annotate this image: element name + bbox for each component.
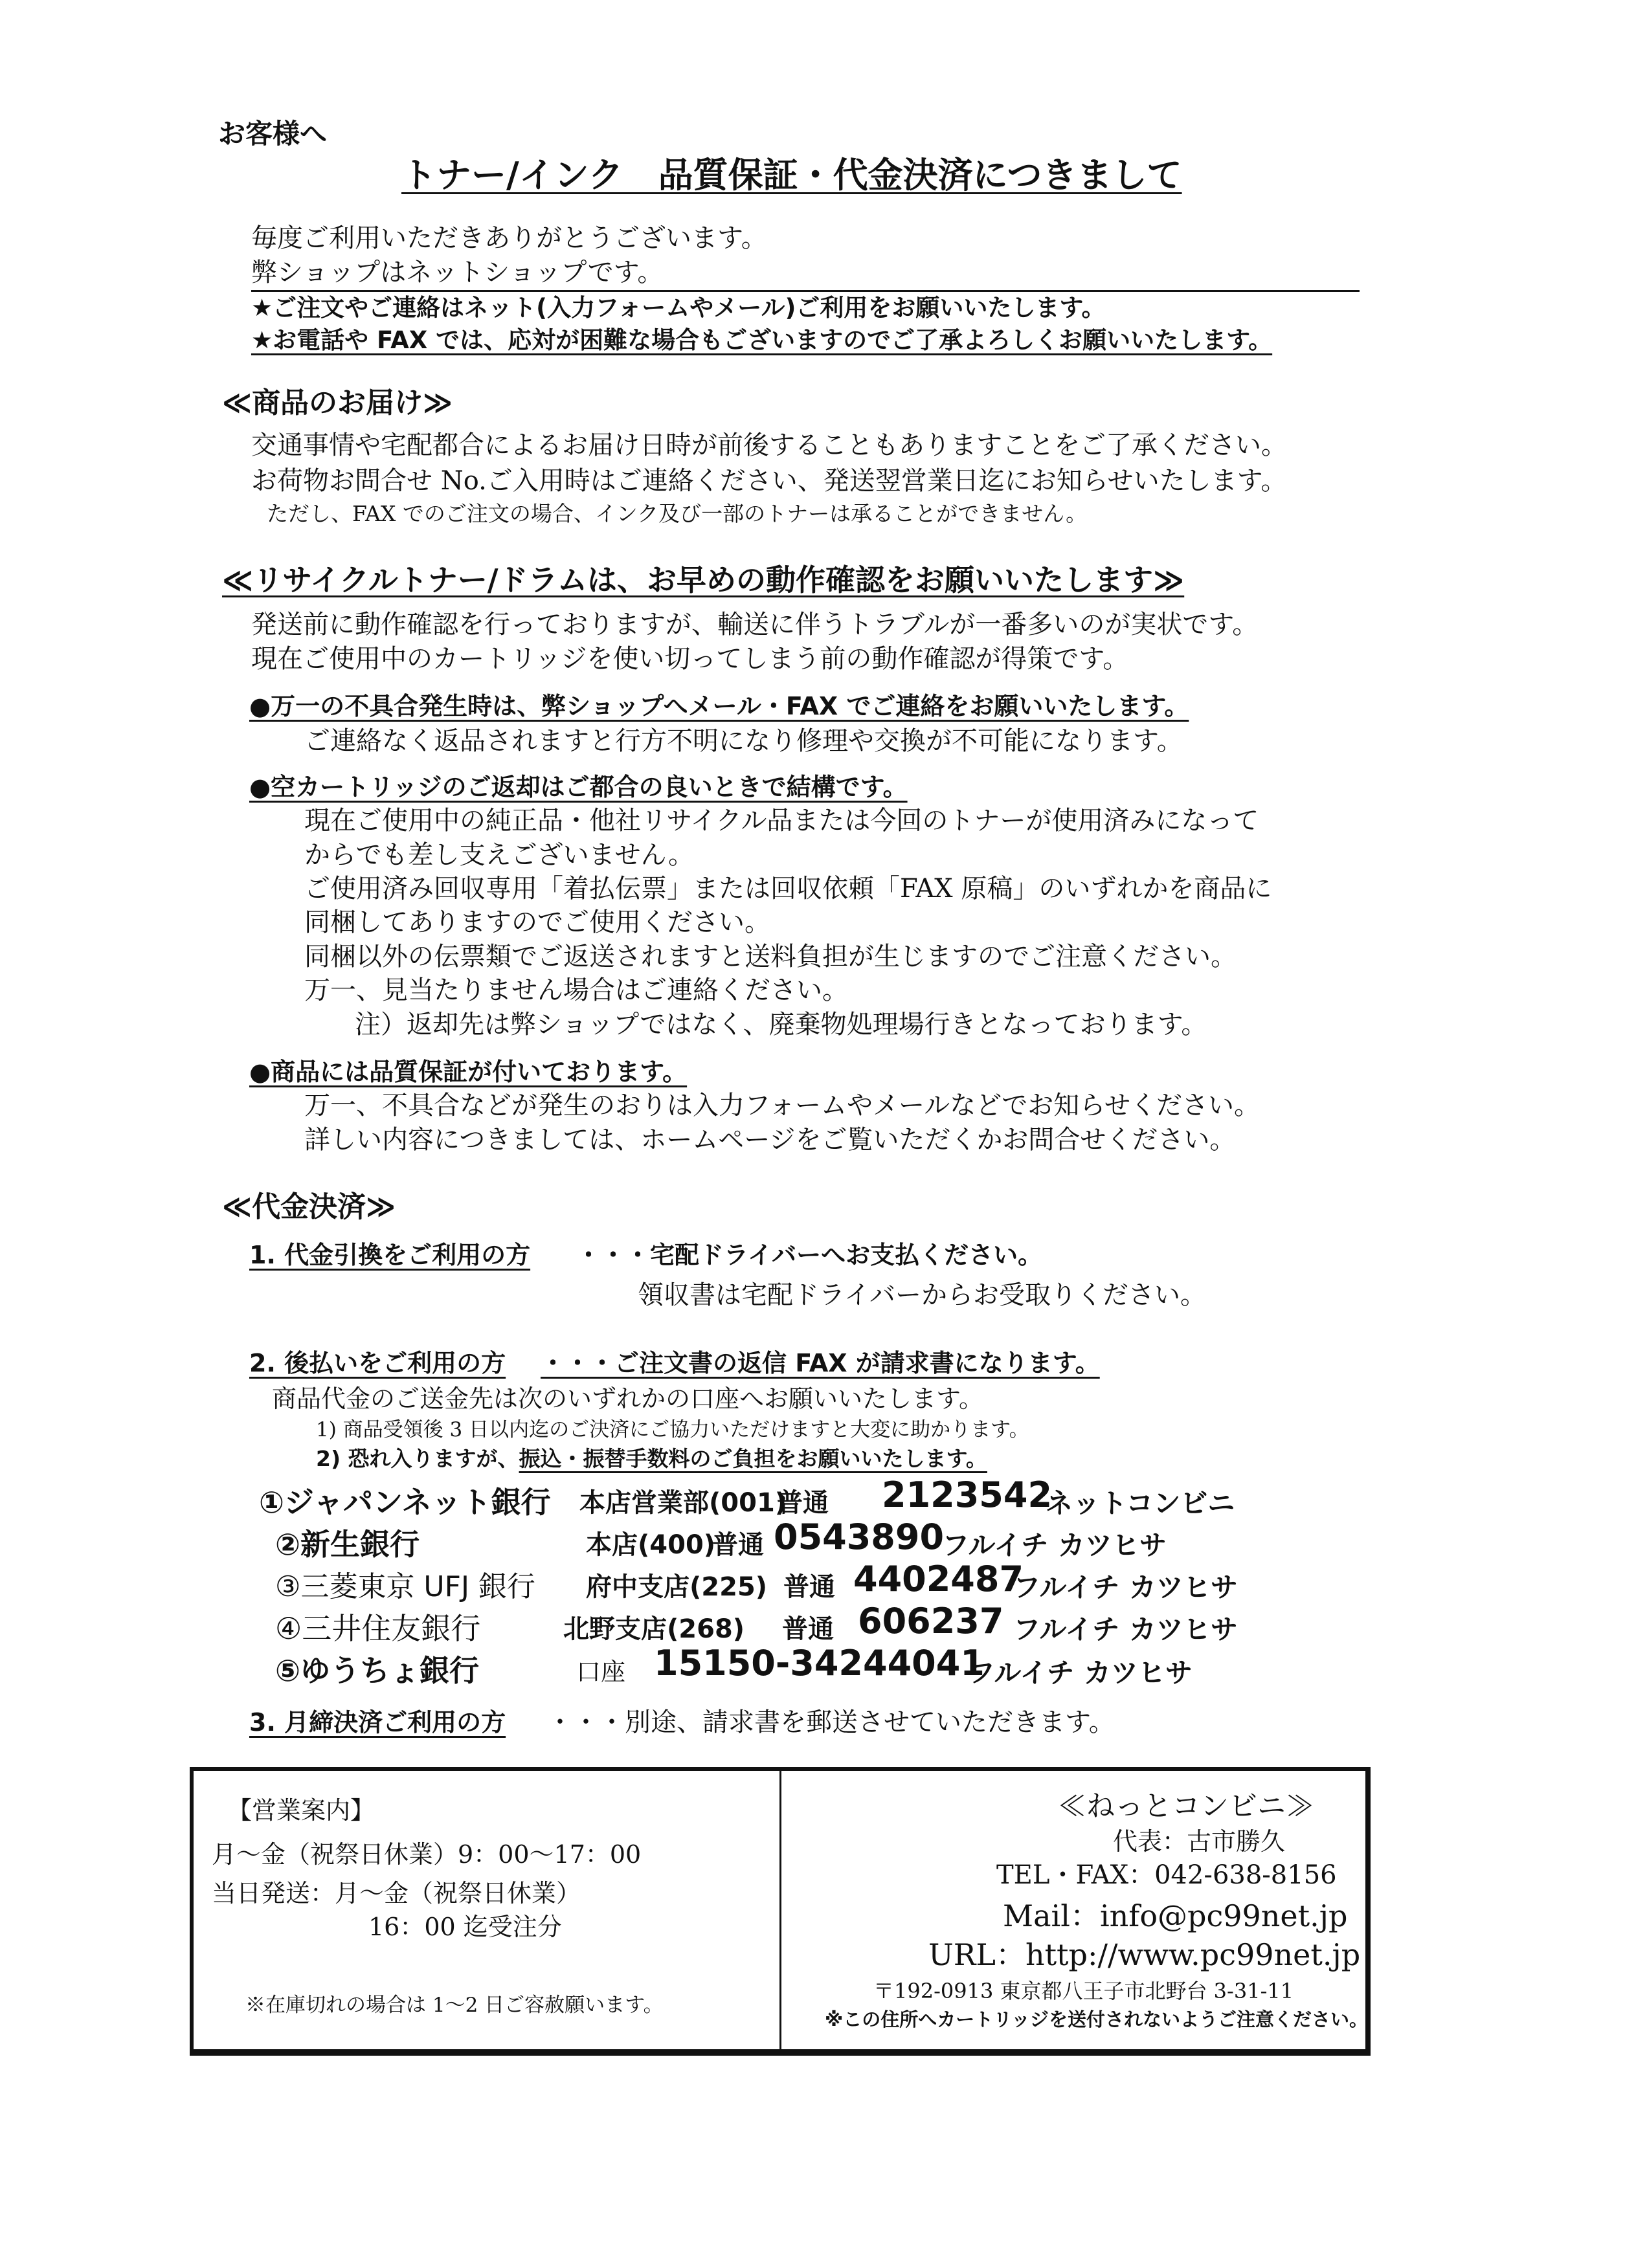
shipping-hours: 当日発送：月～金（祝祭日休業） bbox=[212, 1879, 581, 1907]
business-hours-heading: 【営業案内】 bbox=[227, 1796, 375, 1825]
bank-name: ④三井住友銀行 bbox=[275, 1611, 481, 1646]
bullet-line: 万一、不具合などが発生のおりは入力フォームやメールなどでお知らせください。 bbox=[304, 1091, 1260, 1120]
bank-branch: 北野支店(268) bbox=[563, 1614, 745, 1644]
payment-note-fee: 振込・振替手数料のご負担をお願いいたします。 bbox=[519, 1446, 987, 1471]
bank-account-type: 普通 bbox=[782, 1614, 834, 1644]
notice-line: ★ご注文やご連絡はネット(入力フォームやメール)ご利用をお願いいたします。 bbox=[251, 294, 1106, 322]
bank-account-number: 15150-34244041 bbox=[654, 1643, 985, 1684]
payment-option-desc: ・・・別途、請求書を郵送させていただきます。 bbox=[547, 1707, 1115, 1737]
bullet-line: 注）返却先は弊ショップではなく、廃棄物処理場行きとなっております。 bbox=[355, 1010, 1207, 1040]
shipping-cutoff: 16：00 迄受注分 bbox=[368, 1913, 562, 1941]
bank-account-type: 普通 bbox=[777, 1488, 829, 1518]
payment-option-note: 1) 商品受領後 3 日以内迄のご決済にご協力いただけますと大変に助かります。 bbox=[316, 1418, 1029, 1441]
payment-option-desc: ・・・ご注文書の返信 FAX が請求書になります。 bbox=[541, 1349, 1100, 1377]
bank-name: ⑤ゆうちょ銀行 bbox=[275, 1653, 479, 1688]
bank-account-holder: フルイチ カツヒサ bbox=[1013, 1614, 1238, 1645]
website-url[interactable]: URL：http://www.pc99net.jp bbox=[928, 1937, 1361, 1972]
payment-option-desc: ・・・宅配ドライバーへお支払ください。 bbox=[576, 1241, 1043, 1269]
greeting: お客様へ bbox=[218, 118, 328, 150]
bullet-line: 万一、見当たりません場合はご連絡ください。 bbox=[304, 975, 848, 1005]
payment-option-label: 1. 代金引換をご利用の方 bbox=[249, 1241, 531, 1269]
shipping-warning: ※この住所へカートリッジを送付されないようご注意ください。 bbox=[825, 2008, 1369, 2030]
delivery-line: ただし、FAX でのご注文の場合、インク及び一部のトナーは承ることができません。 bbox=[267, 501, 1088, 526]
email-address[interactable]: Mail：info@pc99net.jp bbox=[1003, 1898, 1348, 1933]
intro-line: 弊ショップはネットショップです。 bbox=[251, 258, 664, 287]
bullet-line: からでも差し支えございません。 bbox=[304, 840, 694, 870]
bank-name: ①ジャパンネット銀行 bbox=[259, 1485, 551, 1520]
payment-option-label: 3. 月締決済ご利用の方 bbox=[249, 1708, 506, 1737]
delivery-line: お荷物お問合せ No.ご入用時はご連絡ください、発送翌営業日迄にお知らせいたします。 bbox=[251, 466, 1287, 496]
bullet-title: ●商品には品質保証が付いております。 bbox=[249, 1058, 688, 1086]
bank-name: ③三菱東京 UFJ 銀行 bbox=[275, 1570, 535, 1603]
bank-branch: 本店営業部(001) bbox=[579, 1488, 787, 1518]
section-heading-payment: ≪代金決済≫ bbox=[222, 1190, 396, 1223]
recycle-line: 発送前に動作確認を行っておりますが、輸送に伴うトラブルが一番多いのが実状です。 bbox=[251, 610, 1259, 639]
shop-name: ≪ねっとコンビニ≫ bbox=[1058, 1790, 1314, 1823]
bank-account-number: 606237 bbox=[858, 1601, 1004, 1641]
box-divider bbox=[779, 1771, 781, 2049]
payment-option-note: 領収書は宅配ドライバーからお受取りください。 bbox=[638, 1280, 1206, 1310]
bullet-title: ●空カートリッジのご返却はご都合の良いときで結構です。 bbox=[249, 773, 908, 801]
tel-fax: TEL・FAX：042-638-8156 bbox=[996, 1860, 1337, 1890]
payment-option-note bbox=[316, 1447, 987, 1471]
recycle-line: 現在ご使用中のカートリッジを使い切ってしまう前の動作確認が得策です。 bbox=[251, 644, 1129, 674]
bank-account-holder: フルイチ カツヒサ bbox=[942, 1529, 1167, 1561]
bank-account-number: 4402487 bbox=[853, 1559, 1024, 1599]
bullet-line: ご使用済み回収専用「着払伝票」または回収依頼「FAX 原稿」のいずれかを商品に bbox=[304, 874, 1272, 904]
bank-name: ②新生銀行 bbox=[275, 1527, 420, 1562]
section-heading-delivery: ≪商品のお届け≫ bbox=[222, 386, 453, 419]
bullet-line: 詳しい内容につきましては、ホームページをご覧いただくかお問合せください。 bbox=[304, 1125, 1236, 1155]
bank-account-number: 0543890 bbox=[774, 1517, 945, 1557]
bank-account-type: 普通 bbox=[712, 1530, 764, 1560]
bullet-title: ●万一の不具合発生時は、弊ショップへメール・FAX でご連絡をお願いいたします。 bbox=[249, 692, 1189, 720]
business-info-box bbox=[190, 1767, 1371, 2056]
notice-line: ★お電話や FAX では、応対が困難な場合もございますのでご了承よろしくお願いいたします。 bbox=[251, 326, 1273, 354]
bank-account-holder: ネットコンビニ bbox=[1046, 1487, 1235, 1519]
bank-account-holder: フルイチ カツヒサ bbox=[968, 1657, 1193, 1689]
bank-account-number: 2123542 bbox=[882, 1474, 1053, 1515]
page-title: トナー/インク 品質保証・代金決済につきまして bbox=[401, 155, 1182, 195]
representative: 代表：古市勝久 bbox=[1113, 1827, 1286, 1856]
bank-account-holder: フルイチ カツヒサ bbox=[1013, 1572, 1238, 1603]
payment-note-prefix: 2) 恐れ入りますが、 bbox=[316, 1446, 519, 1471]
payment-option-line: 商品代金のご送金先は次のいずれかの口座へお願いいたします。 bbox=[272, 1384, 983, 1413]
stock-note: ※在庫切れの場合は 1～2 日ご容赦願います。 bbox=[245, 1994, 664, 2017]
section-heading-recycle: ≪リサイクルトナー/ドラムは、お早めの動作確認をお願いいたします≫ bbox=[222, 562, 1185, 597]
bullet-line: 現在ご使用中の純正品・他社リサイクル品または今回のトナーが使用済みになって bbox=[304, 806, 1259, 836]
payment-option-label: 2. 後払いをご利用の方 bbox=[249, 1349, 506, 1377]
bullet-line: 同梱してありますのでご使用ください。 bbox=[304, 907, 770, 937]
divider bbox=[251, 290, 1360, 292]
bank-account-type: 普通 bbox=[783, 1572, 835, 1602]
delivery-line: 交通事情や宅配都合によるお届け日時が前後することもありますことをご了承ください。 bbox=[251, 430, 1287, 460]
business-hours: 月～金（祝祭日休業）9：00～17：00 bbox=[212, 1840, 642, 1869]
bank-branch: 口座 bbox=[576, 1658, 626, 1686]
intro-line: 毎度ご利用いただきありがとうございます。 bbox=[251, 223, 767, 253]
bank-branch: 本店(400) bbox=[586, 1530, 716, 1560]
bank-branch: 府中支店(225) bbox=[586, 1572, 768, 1602]
bullet-line: ご連絡なく返品されますと行方不明になり修理や交換が不可能になります。 bbox=[304, 726, 1183, 756]
bullet-line: 同梱以外の伝票類でご返送されますと送料負担が生じますのでご注意ください。 bbox=[304, 942, 1237, 972]
postal-address: 〒192-0913 東京都八王子市北野台 3-31-11 bbox=[873, 1979, 1294, 2003]
